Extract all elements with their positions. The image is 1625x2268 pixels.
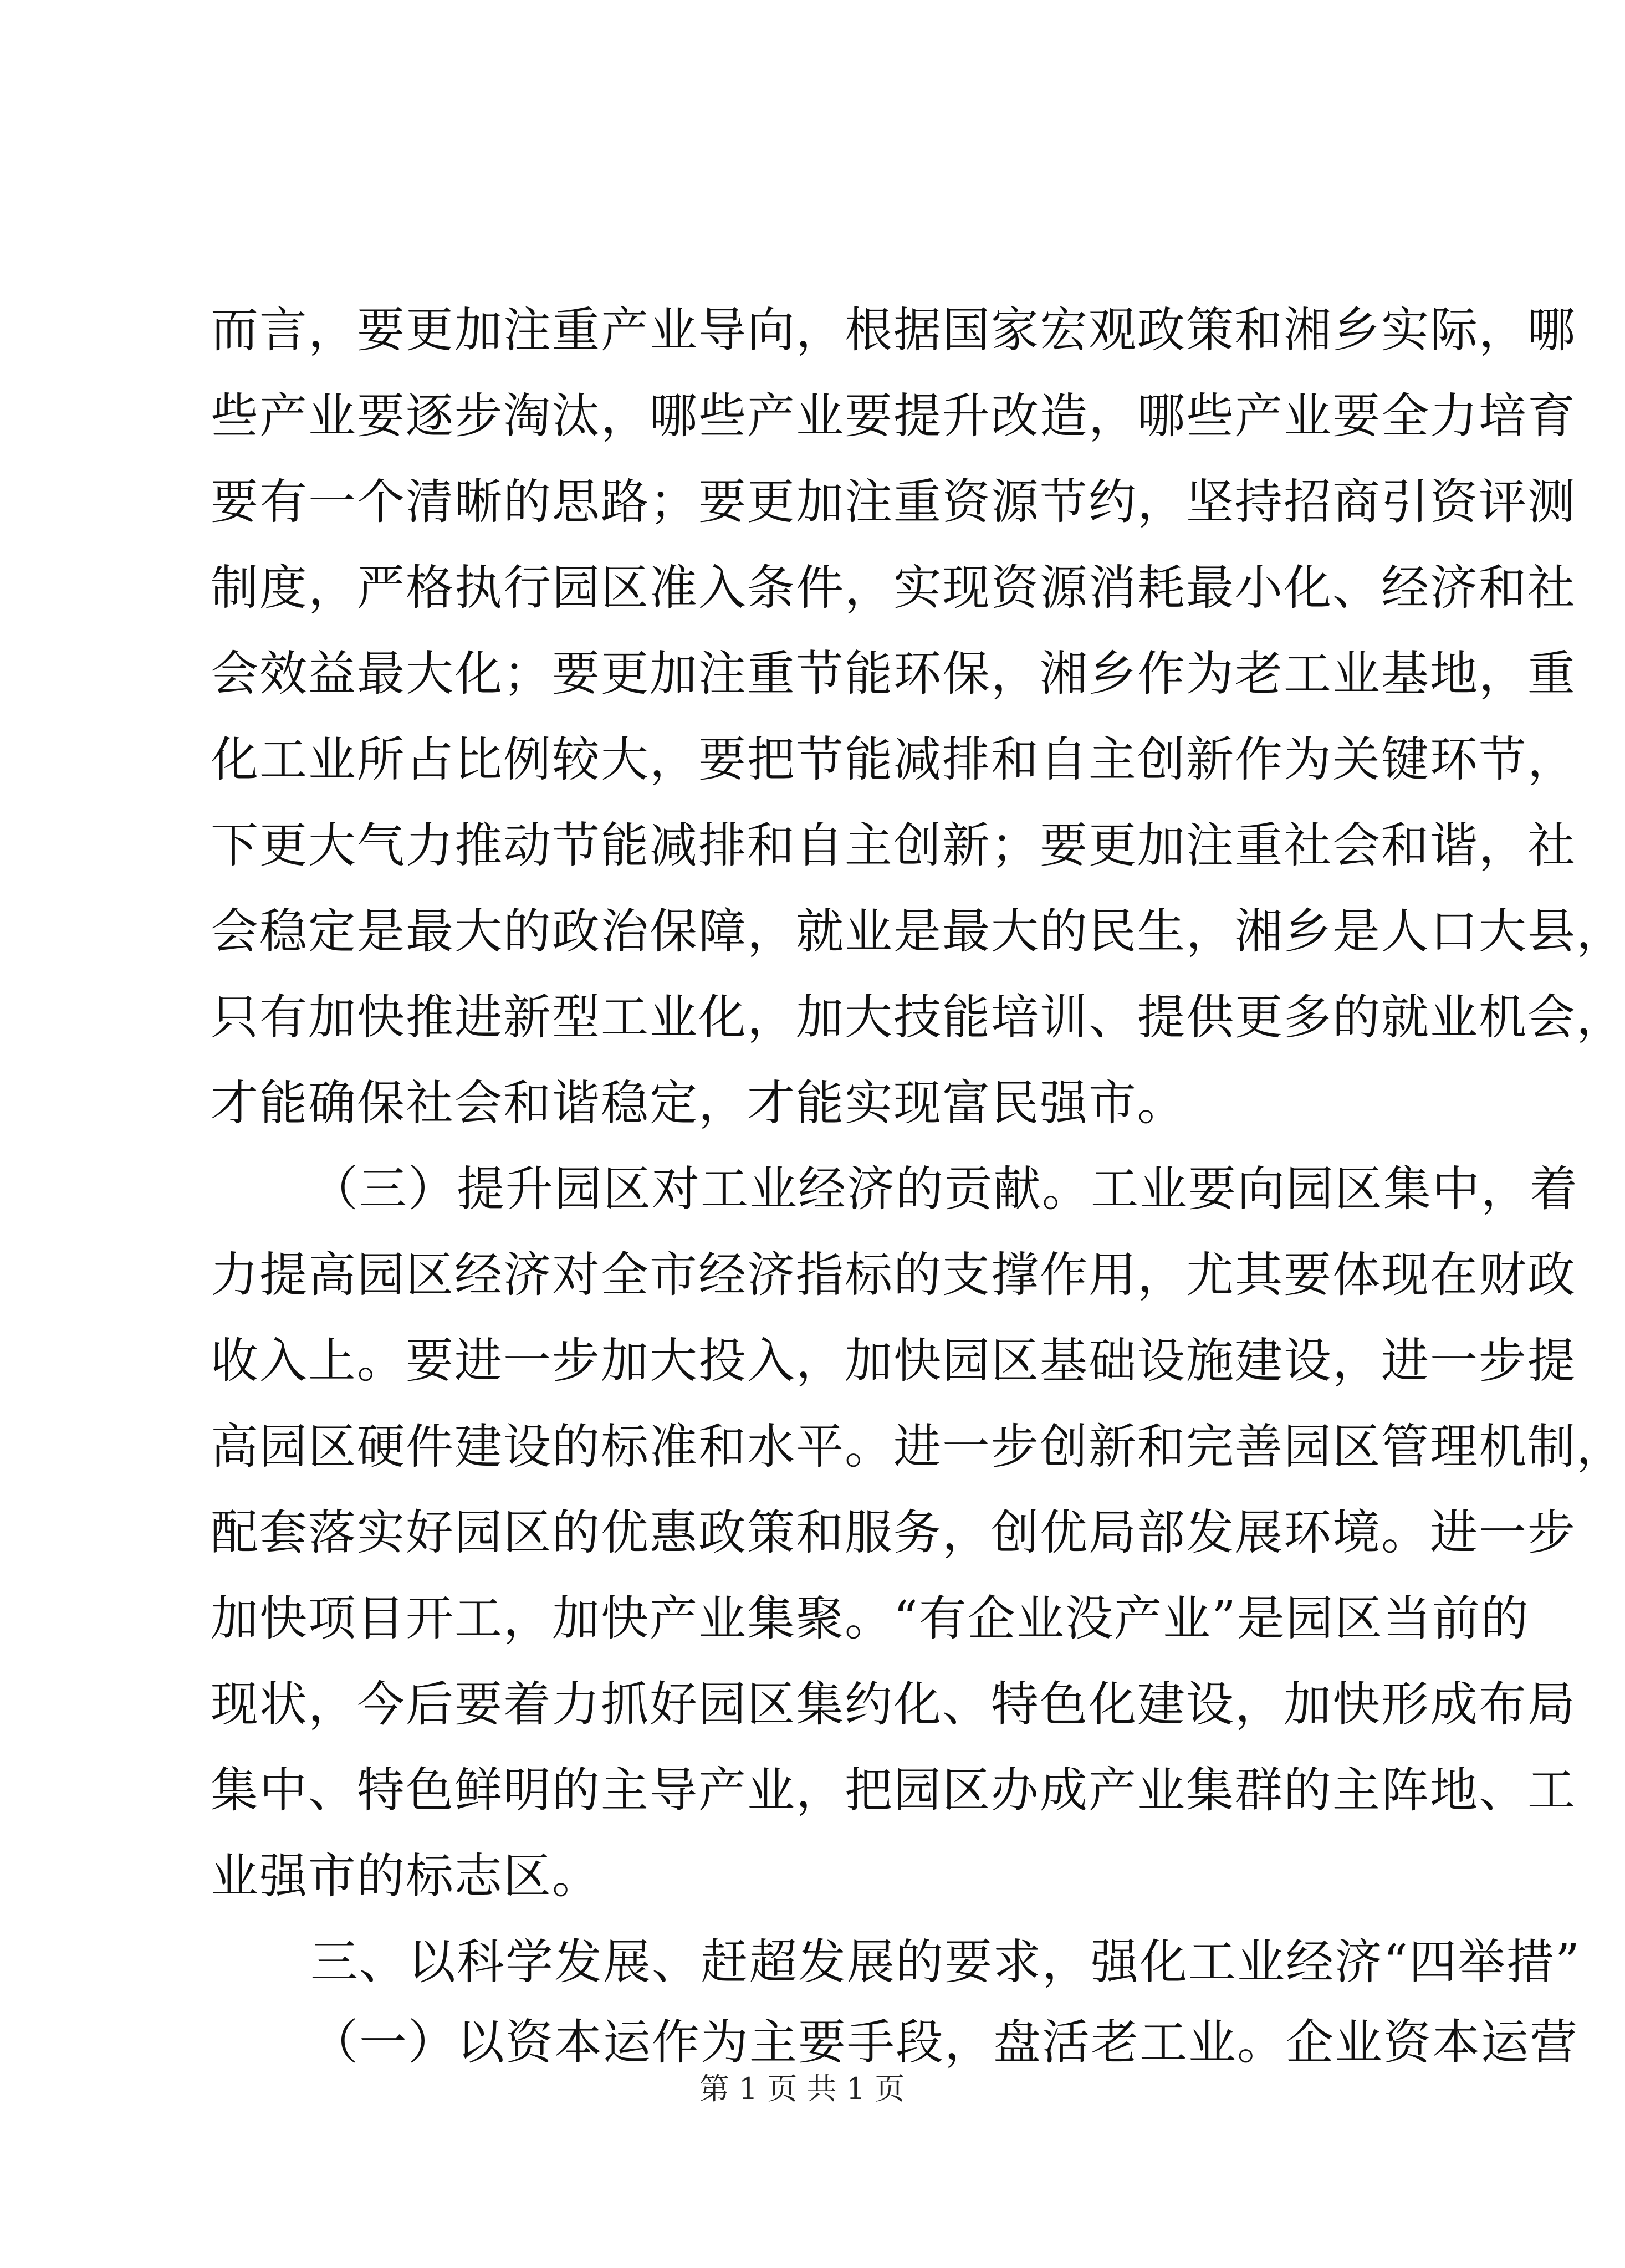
paragraph-heading: （三）提升园区对工业经济的贡献。工业要向园区集中，着 bbox=[310, 1161, 1578, 1217]
text-line: 才能确保社会和谐稳定，才能实现富民强市。 bbox=[211, 1076, 1186, 1131]
text-line: 集中、特色鲜明的主导产业，把园区办成产业集群的主阵地、工 bbox=[211, 1763, 1576, 1818]
section-heading: 三、以科学发展、赶超发展的要求，强化工业经济“四举措” bbox=[310, 1934, 1581, 1990]
text-line: 而言，要更加注重产业导向，根据国家宏观政策和湘乡实际，哪 bbox=[211, 303, 1576, 358]
text-line: 加快项目开工，加快产业集聚。“有企业没产业”是园区当前的 bbox=[211, 1591, 1530, 1646]
text-line: 制度，严格执行园区准入条件，实现资源消耗最小化、经济和社 bbox=[211, 560, 1576, 616]
text-line: 下更大气力推动节能减排和自主创新；要更加注重社会和谐，社 bbox=[211, 818, 1576, 873]
text-line: 业强市的标志区。 bbox=[211, 1849, 601, 1904]
text-line: 力提高园区经济对全市经济指标的支撑作用，尤其要体现在财政 bbox=[211, 1247, 1576, 1303]
text-line: 收入上。要进一步加大投入，加快园区基础设施建设，进一步提 bbox=[211, 1333, 1576, 1389]
text-line: 现状，今后要着力抓好园区集约化、特色化建设，加快形成布局 bbox=[211, 1677, 1576, 1732]
text-line: 会稳定是最大的政治保障，就业是最大的民生，湘乡是人口大县， bbox=[211, 904, 1625, 959]
text-line: 要有一个清晰的思路；要更加注重资源节约，坚持招商引资评测 bbox=[211, 474, 1576, 530]
text-line: 会效益最大化；要更加注重节能环保，湘乡作为老工业基地，重 bbox=[211, 646, 1576, 702]
page-footer: 第 1 页 共 1 页 bbox=[699, 2071, 905, 2106]
text-line: 只有加快推进新型工业化，加大技能培训、提供更多的就业机会， bbox=[211, 990, 1625, 1045]
paragraph-heading: （一）以资本运作为主要手段，盘活老工业。企业资本运营 bbox=[310, 2015, 1578, 2070]
text-line: 高园区硬件建设的标准和水平。进一步创新和完善园区管理机制， bbox=[211, 1419, 1625, 1475]
text-line: 配套落实好园区的优惠政策和服务，创优局部发展环境。进一步 bbox=[211, 1505, 1576, 1560]
text-line: 化工业所占比例较大，要把节能减排和自主创新作为关键环节， bbox=[211, 732, 1576, 787]
text-line: 些产业要逐步淘汰，哪些产业要提升改造，哪些产业要全力培育 bbox=[211, 388, 1576, 444]
